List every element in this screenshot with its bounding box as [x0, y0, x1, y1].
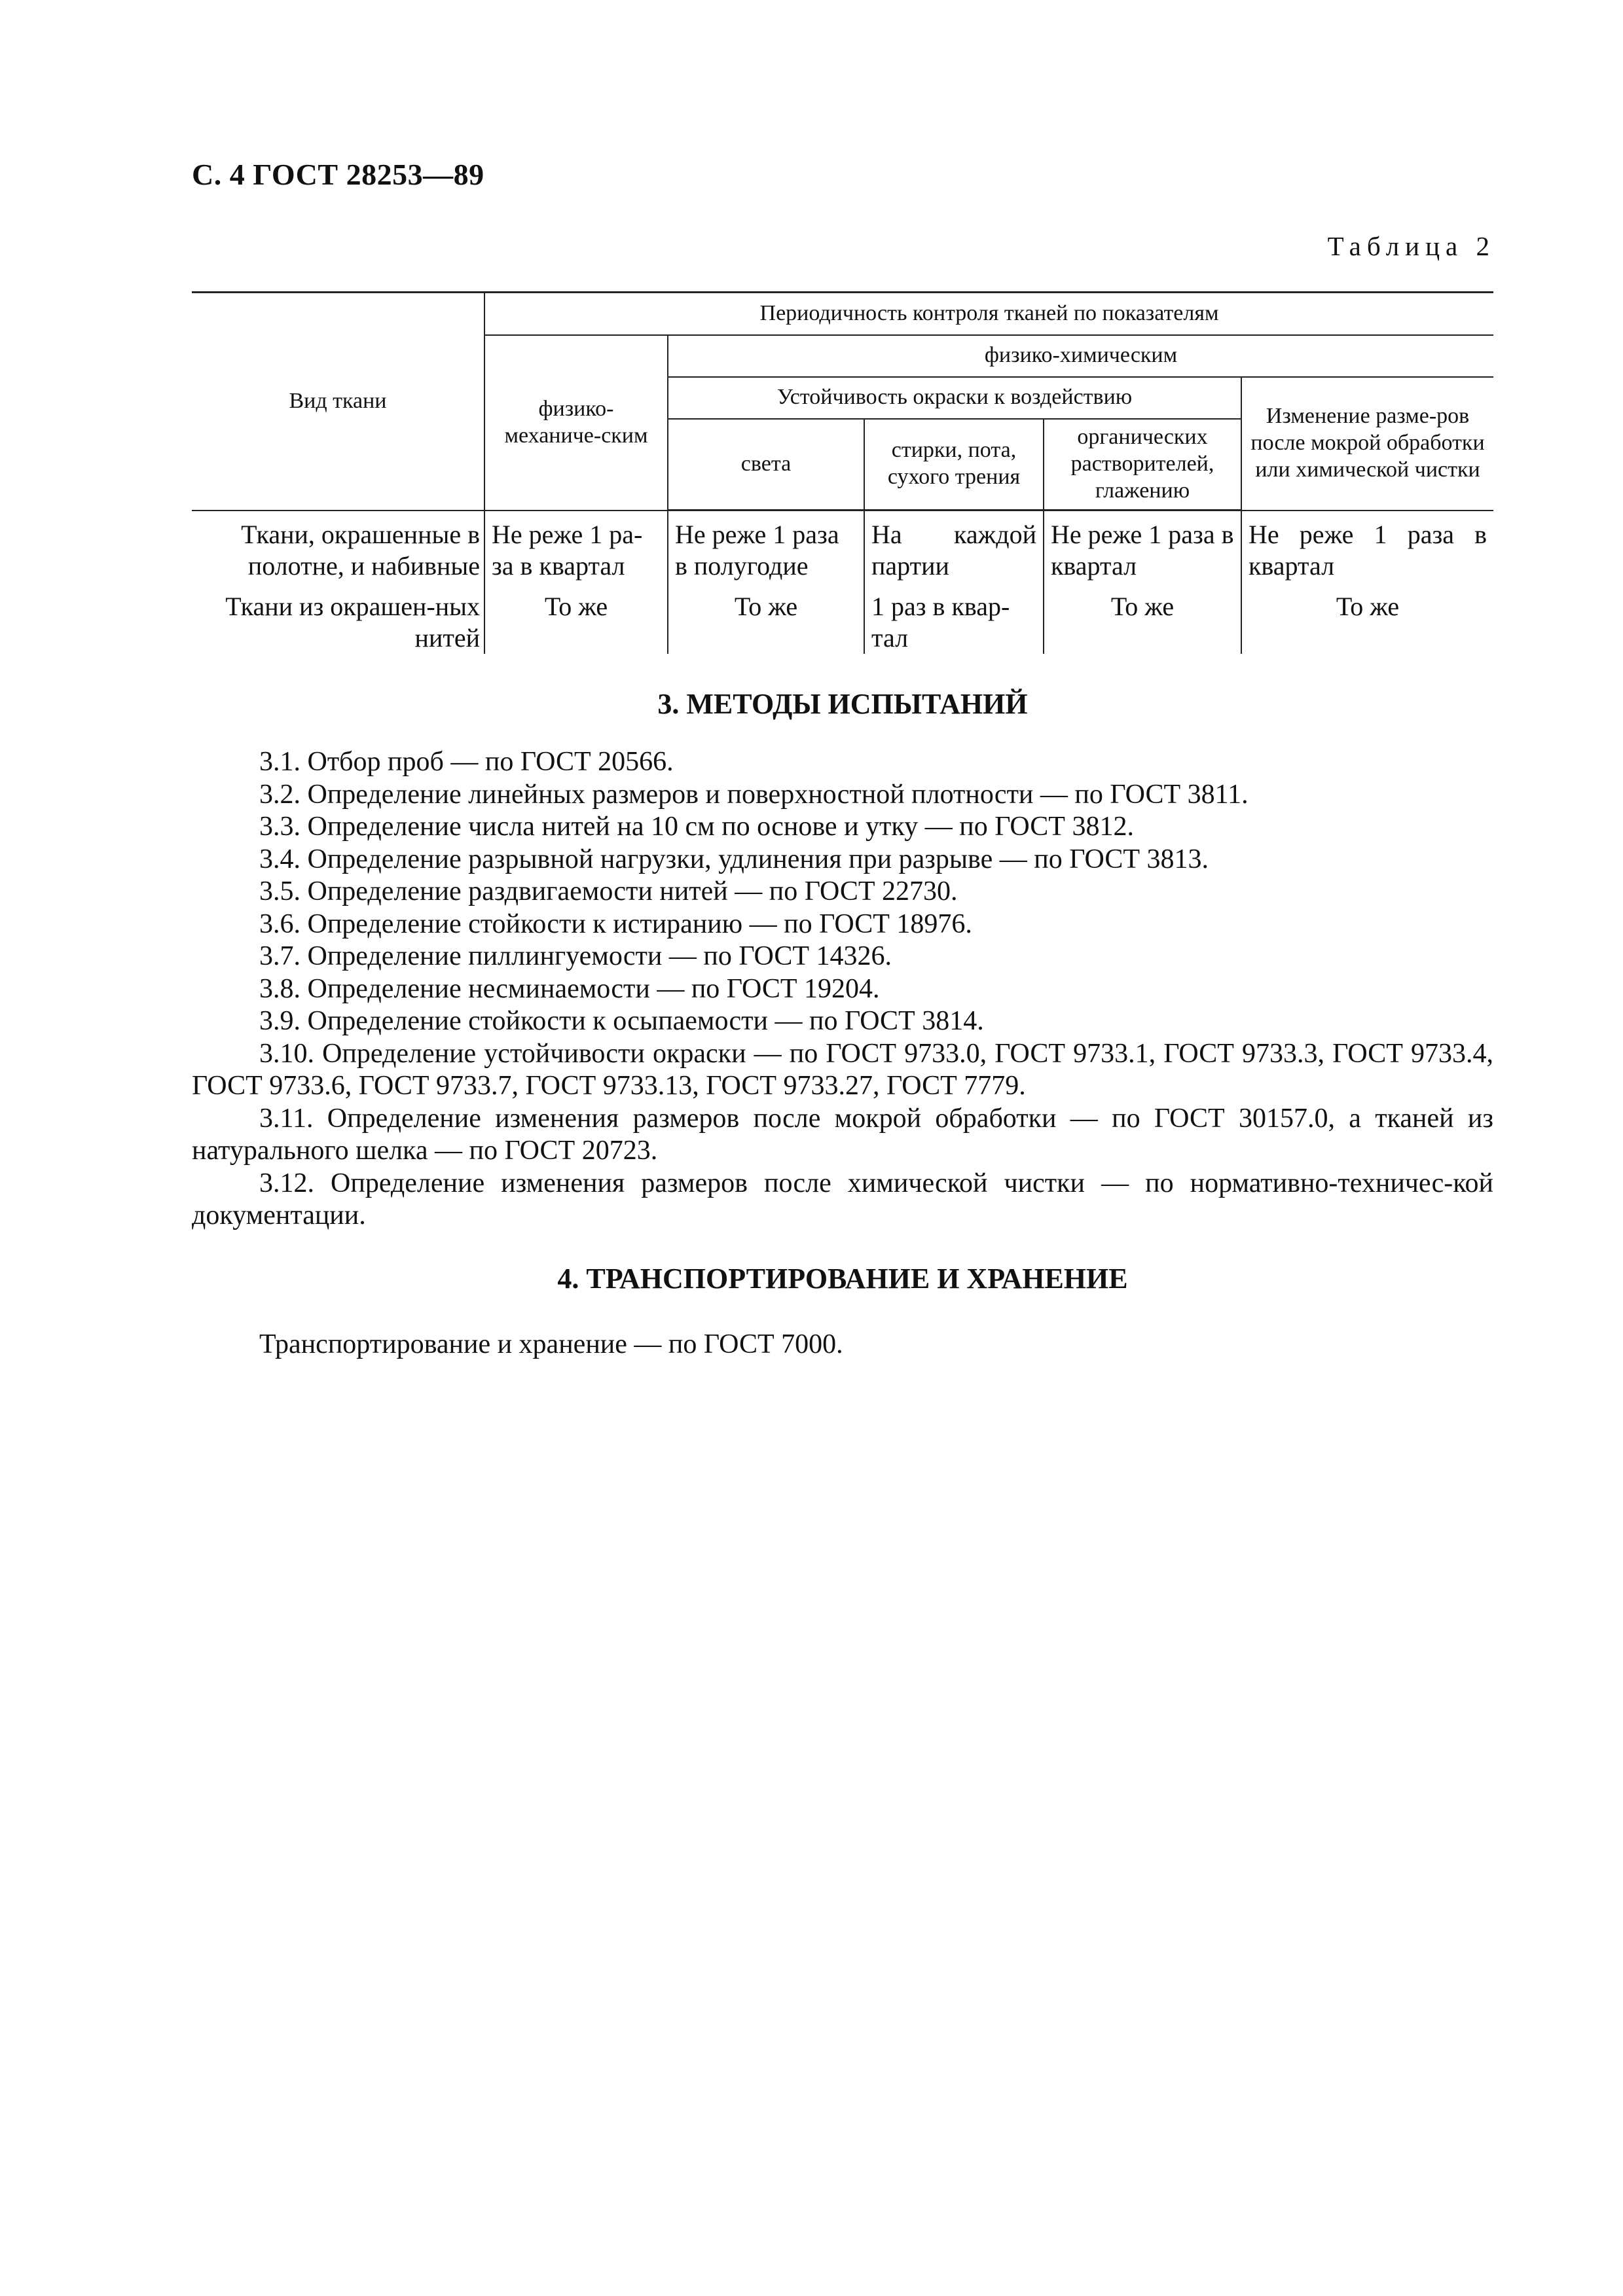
section-3-title: 3. МЕТОДЫ ИСПЫТАНИЙ: [657, 688, 1028, 720]
header-control-frequency: Периодичность контроля тканей по показателям: [484, 293, 1493, 335]
header-solvents: органических растворителей, глажению: [1044, 419, 1241, 511]
list-item: 3.8. Определение несминаемости — по ГОСТ 19204.: [259, 973, 880, 1004]
cell-physmech: То же: [484, 591, 668, 654]
list-item: 3.9. Определение стойкости к осыпаемости — по ГОСТ 3814.: [259, 1006, 984, 1036]
cell-fabric: Ткани из окрашен-ных нитей: [225, 592, 480, 653]
cell-size-change: То же: [1241, 591, 1493, 654]
header-wash: стирки, пота, сухого трения: [864, 419, 1044, 511]
list-item: 3.4. Определение разрывной нагрузки, удлинения при разрыве — по ГОСТ 3813.: [259, 844, 1209, 874]
cell-fabric: Ткани, окрашенные в полотне, и набивные: [241, 519, 480, 581]
header-fabric-type: Вид ткани: [192, 293, 484, 511]
cell-wash: 1 раз в квар-тал: [864, 591, 1044, 654]
list-item: 3.7. Определение пиллингуемости — по ГОСТ 14326.: [259, 941, 892, 971]
cell-light: То же: [668, 591, 864, 654]
table-row: [192, 591, 1493, 654]
page-header: С. 4 ГОСТ 28253—89: [192, 158, 484, 191]
header-light: света: [668, 419, 864, 511]
list-item: 3.1. Отбор проб — по ГОСТ 20566.: [259, 747, 674, 777]
transport-storage-text: Транспортирование и хранение — по ГОСТ 7000.: [259, 1329, 843, 1359]
cell-light: Не реже 1 раза в полугодие: [668, 511, 864, 592]
cell-physmech: Не реже 1 ра-за в квартал: [484, 511, 668, 592]
cell-solvents: То же: [1044, 591, 1241, 654]
test-methods-list: [192, 746, 1493, 1232]
section-4-title: 4. ТРАНСПОРТИРОВАНИЕ И ХРАНЕНИЕ: [557, 1263, 1128, 1295]
header-physchem: физико-химическим: [668, 335, 1493, 377]
header-size-change: Изменение разме-ров после мокрой обработки или химической чистки: [1241, 377, 1493, 511]
cell-wash: На каждой партии: [864, 511, 1044, 592]
list-item: 3.10. Определение устойчивости окраски — по ГОСТ 9733.0, ГОСТ 9733.1, ГОСТ 9733.3, ГОСТ 9733.4, ГОСТ 9733.6, ГОСТ 9733.7, ГОСТ 9733.13, ГОСТ 9733.27, ГОСТ 7779.: [192, 1038, 1493, 1101]
list-item: 3.6. Определение стойкости к истиранию — по ГОСТ 18976.: [259, 908, 972, 939]
list-item: 3.11. Определение изменения размеров после мокрой обработки — по ГОСТ 30157.0, а тканей из натурального шелка — по ГОСТ 20723.: [192, 1103, 1493, 1166]
cell-solvents: Не реже 1 раза в квартал: [1044, 511, 1241, 592]
list-item: 3.2. Определение линейных размеров и поверхностной плотности — по ГОСТ 3811.: [259, 779, 1249, 810]
list-item: 3.5. Определение раздвигаемости нитей — по ГОСТ 22730.: [259, 876, 958, 906]
header-physmech: физико-механиче-ским: [484, 335, 668, 511]
table-caption: Таблица 2: [1327, 231, 1495, 261]
cell-size-change: Не реже 1 раза в квартал: [1241, 511, 1493, 592]
table-row: [192, 511, 1493, 592]
control-frequency-table: [192, 291, 1493, 654]
list-item: 3.12. Определение изменения размеров после химической чистки — по нормативно-техничес-кой документации.: [192, 1168, 1493, 1230]
list-item: 3.3. Определение числа нитей на 10 см по основе и утку — по ГОСТ 3812.: [259, 812, 1134, 842]
header-dye-fastness: Устойчивость окраски к воздействию: [668, 377, 1241, 419]
